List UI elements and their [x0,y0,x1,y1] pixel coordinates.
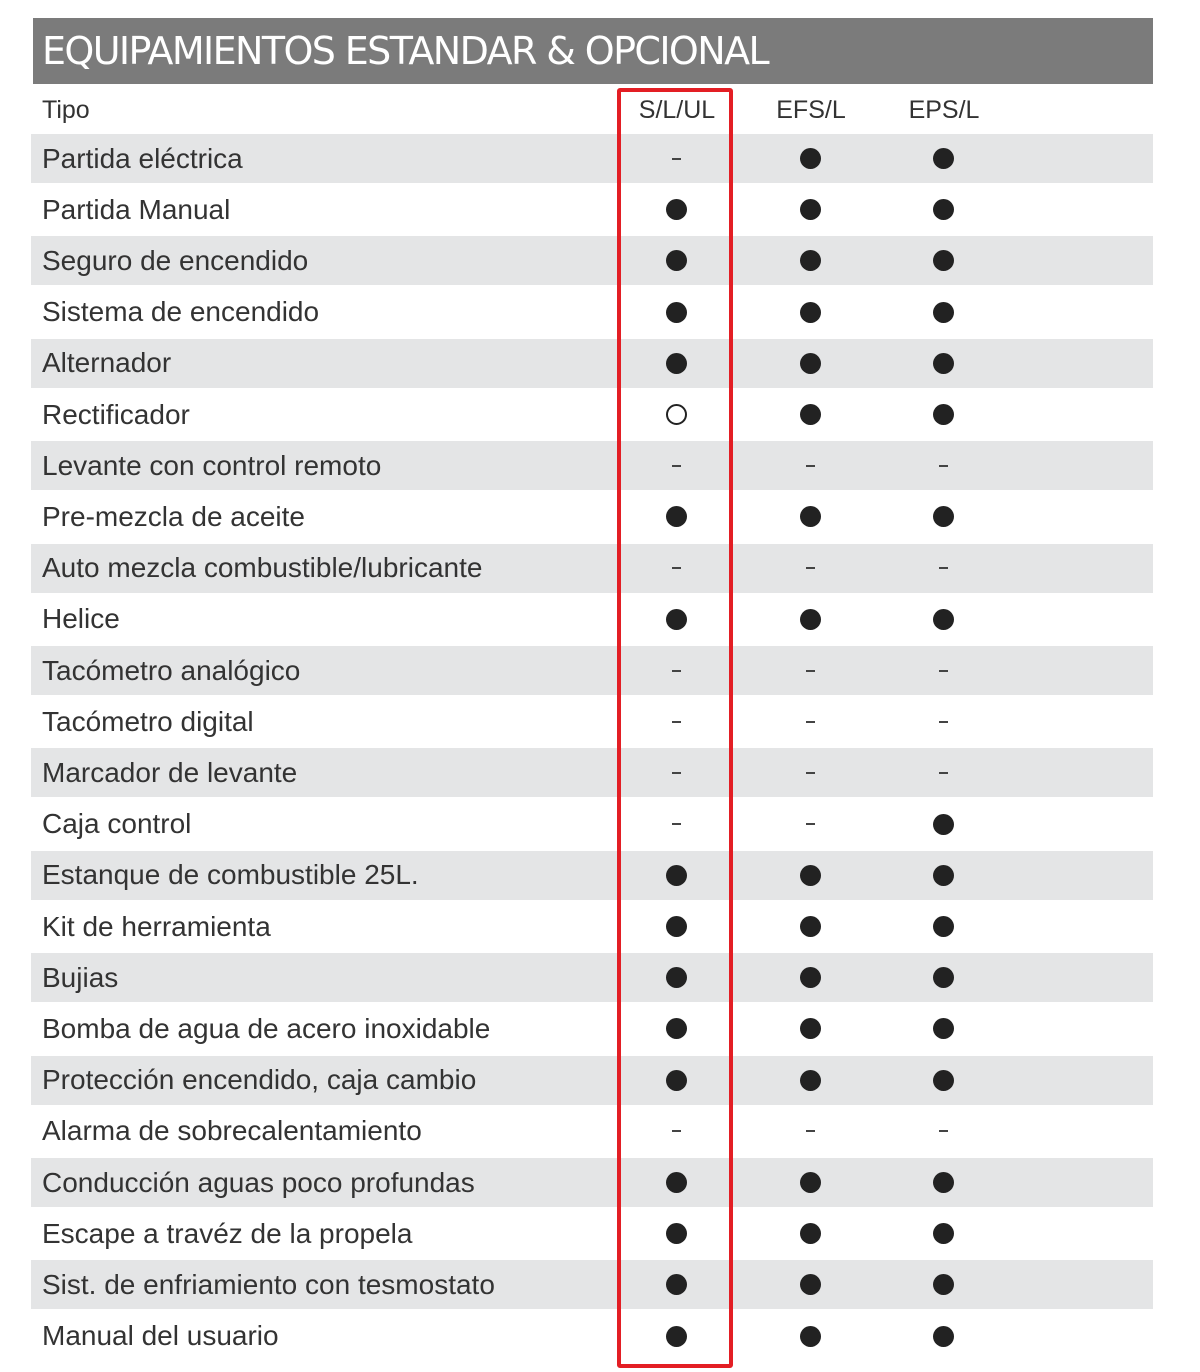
filled-dot-icon [666,199,687,220]
row-label: Seguro de encendido [42,244,309,276]
row-label: Pre-mezcla de aceite [42,500,306,532]
filled-dot-icon [800,506,821,527]
row-cell [903,544,983,593]
dash-icon [672,772,681,774]
table-row [31,646,1153,695]
table-row [31,748,1153,797]
filled-dot-icon [800,1070,821,1091]
row-cell [903,390,983,439]
table-row [31,1004,1153,1053]
row-cell [903,1107,983,1156]
row-label: Manual del usuario [42,1320,279,1352]
filled-dot-icon [933,1274,954,1295]
header-col-efs-l: EFS/L [776,95,846,124]
row-label: Escape a travéz de la propela [42,1217,413,1249]
row-cell [903,748,983,797]
table-row [31,339,1153,388]
row-cell [770,339,850,388]
filled-dot-icon [800,404,821,425]
header-col-eps-l: EPS/L [908,95,980,124]
row-cell [903,185,983,234]
row-label: Tacómetro digital [42,705,254,737]
row-cell [770,1004,850,1053]
dash-icon [672,465,681,467]
row-cell [903,288,983,337]
row-cell [770,902,850,951]
row-cell [770,851,850,900]
row-cell [636,1158,716,1207]
filled-dot-icon [933,1018,954,1039]
table-row [31,1107,1153,1156]
filled-dot-icon [933,916,954,937]
row-label: Helice [42,603,120,635]
row-cell [903,697,983,746]
filled-dot-icon [933,506,954,527]
filled-dot-icon [800,609,821,630]
row-label: Bomba de agua de acero inoxidable [42,1012,491,1044]
row-label: Partida eléctrica [42,142,243,174]
row-cell [770,1209,850,1258]
row-label: Alarma de sobrecalentamiento [42,1115,422,1147]
filled-dot-icon [933,148,954,169]
row-cell [636,800,716,849]
row-cell [636,748,716,797]
row-label: Caja control [42,808,192,840]
row-cell [903,339,983,388]
row-label: Sist. de enfriamiento con tesmostato [42,1268,495,1300]
table-row [31,1312,1153,1361]
row-cell [770,492,850,541]
row-cell [903,902,983,951]
dash-icon [806,465,815,467]
row-cell [903,646,983,695]
filled-dot-icon [933,353,954,374]
row-label: Levante con control remoto [42,449,382,481]
row-label: Kit de herramienta [42,910,271,942]
row-cell [903,134,983,183]
filled-dot-icon [666,916,687,937]
filled-dot-icon [800,1326,821,1347]
row-cell [636,1260,716,1309]
dash-icon [806,670,815,672]
row-cell [903,851,983,900]
table-row [31,1158,1153,1207]
row-label: Auto mezcla combustible/lubricante [42,552,483,584]
filled-dot-icon [666,353,687,374]
dash-icon [939,670,948,672]
dash-icon [672,567,681,569]
filled-dot-icon [800,302,821,323]
row-label: Estanque de combustible 25L. [42,859,419,891]
dash-icon [806,823,815,825]
filled-dot-icon [933,250,954,271]
row-cell [636,134,716,183]
row-cell [770,134,850,183]
row-label: Tacómetro analógico [42,654,301,686]
table-row [31,185,1153,234]
filled-dot-icon [933,199,954,220]
filled-dot-icon [666,506,687,527]
row-label: Bujias [42,961,119,993]
row-cell [636,953,716,1002]
row-cell [636,544,716,593]
row-label: Marcador de levante [42,756,298,788]
row-cell [770,185,850,234]
row-cell [770,441,850,490]
row-cell [636,595,716,644]
row-cell [636,492,716,541]
filled-dot-icon [800,1172,821,1193]
row-cell [636,288,716,337]
row-cell [903,1260,983,1309]
filled-dot-icon [933,1172,954,1193]
dash-icon [672,670,681,672]
row-cell [770,236,850,285]
row-cell [770,953,850,1002]
table-row [31,390,1153,439]
row-cell [770,1312,850,1361]
row-cell [903,1056,983,1105]
dash-icon [806,567,815,569]
table-row [31,800,1153,849]
dash-icon [806,721,815,723]
row-label: Conducción aguas poco profundas [42,1166,475,1198]
row-cell [903,800,983,849]
row-label: Protección encendido, caja cambio [42,1064,477,1096]
row-cell [636,441,716,490]
row-cell [770,1158,850,1207]
page-title: EQUIPAMIENTOS ESTANDAR & OPCIONAL [42,29,769,73]
row-cell [770,697,850,746]
row-cell [903,441,983,490]
filled-dot-icon [933,814,954,835]
row-cell [770,1260,850,1309]
dash-icon [939,1130,948,1132]
dash-icon [939,772,948,774]
filled-dot-icon [933,404,954,425]
filled-dot-icon [666,865,687,886]
row-cell [636,697,716,746]
row-cell [903,1312,983,1361]
table-row [31,1056,1153,1105]
row-cell [636,1004,716,1053]
dash-icon [672,158,681,160]
dash-icon [939,465,948,467]
table-row [31,441,1153,490]
filled-dot-icon [666,1070,687,1091]
filled-dot-icon [666,967,687,988]
open-circle-icon [666,404,687,425]
filled-dot-icon [933,1070,954,1091]
dash-icon [672,1130,681,1132]
filled-dot-icon [800,967,821,988]
filled-dot-icon [800,1223,821,1244]
row-cell [903,595,983,644]
filled-dot-icon [666,609,687,630]
dash-icon [939,567,948,569]
dash-icon [939,721,948,723]
filled-dot-icon [933,1326,954,1347]
table-row [31,1209,1153,1258]
row-cell [770,748,850,797]
filled-dot-icon [933,1223,954,1244]
header-col-sl-ul: S/L/UL [638,95,716,124]
row-cell [636,851,716,900]
row-cell [903,1004,983,1053]
filled-dot-icon [933,302,954,323]
table-header [31,86,1153,134]
filled-dot-icon [933,967,954,988]
table-row [31,953,1153,1002]
filled-dot-icon [666,1223,687,1244]
row-cell [770,390,850,439]
table-row [31,697,1153,746]
filled-dot-icon [666,1018,687,1039]
table-row [31,236,1153,285]
row-cell [636,339,716,388]
row-cell [770,595,850,644]
filled-dot-icon [800,1018,821,1039]
row-cell [636,902,716,951]
filled-dot-icon [800,148,821,169]
table-row [31,1260,1153,1309]
row-label: Alternador [42,347,172,379]
table-row [31,851,1153,900]
dash-icon [672,721,681,723]
row-cell [903,236,983,285]
header-tipo: Tipo [42,95,90,124]
filled-dot-icon [800,199,821,220]
table-row [31,595,1153,644]
filled-dot-icon [800,353,821,374]
row-cell [770,800,850,849]
table-row [31,288,1153,337]
table-row [31,492,1153,541]
row-cell [770,1056,850,1105]
row-cell [903,492,983,541]
filled-dot-icon [666,302,687,323]
row-cell [770,544,850,593]
row-cell [636,390,716,439]
row-cell [636,1312,716,1361]
dash-icon [806,1130,815,1132]
filled-dot-icon [666,1326,687,1347]
row-label: Sistema de encendido [42,296,320,328]
dash-icon [672,823,681,825]
filled-dot-icon [800,250,821,271]
row-cell [636,646,716,695]
row-label: Rectificador [42,398,190,430]
row-cell [636,1056,716,1105]
filled-dot-icon [933,865,954,886]
row-label: Partida Manual [42,193,231,225]
row-cell [636,236,716,285]
filled-dot-icon [800,865,821,886]
table-row [31,902,1153,951]
filled-dot-icon [800,916,821,937]
row-cell [903,1209,983,1258]
row-cell [770,1107,850,1156]
row-cell [636,1209,716,1258]
filled-dot-icon [666,250,687,271]
title-bar [33,18,1153,84]
row-cell [770,288,850,337]
table-row [31,544,1153,593]
dash-icon [806,772,815,774]
row-cell [636,1107,716,1156]
row-cell [770,646,850,695]
filled-dot-icon [933,609,954,630]
row-cell [636,185,716,234]
filled-dot-icon [666,1172,687,1193]
row-cell [903,953,983,1002]
row-cell [903,1158,983,1207]
filled-dot-icon [666,1274,687,1295]
table-row [31,134,1153,183]
filled-dot-icon [800,1274,821,1295]
